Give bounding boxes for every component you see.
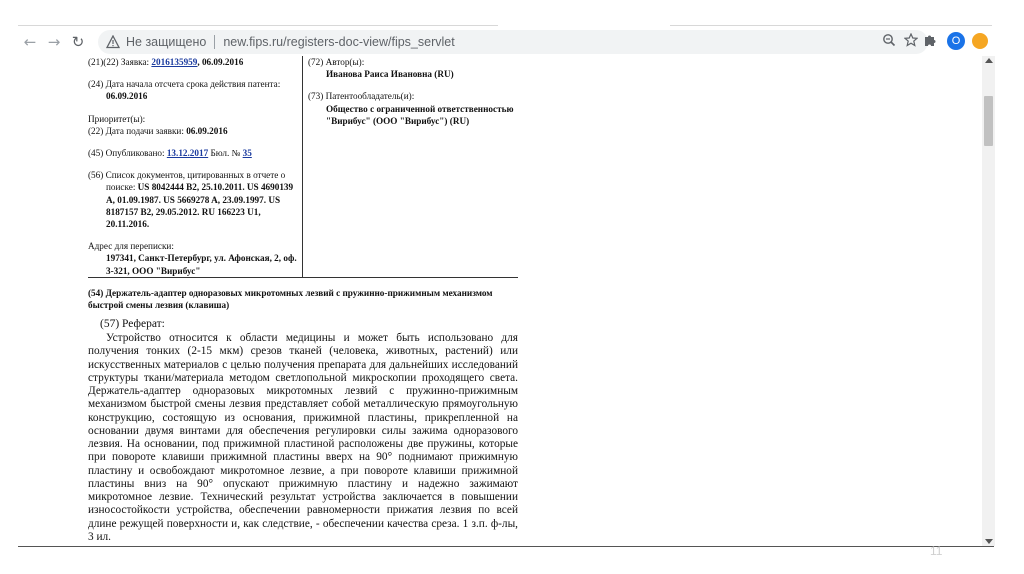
reload-icon: ↻	[71, 33, 85, 51]
scroll-up-arrow-icon[interactable]	[985, 58, 993, 63]
field-priority	[88, 113, 298, 137]
field-label: (56) Список документов, цитированных в отчете о поиске:	[88, 170, 286, 193]
application-number-link[interactable]: 2016135959	[151, 57, 198, 67]
browser-toolbar	[18, 28, 994, 56]
puzzle-icon	[923, 33, 937, 47]
field-label: (72) Автор(ы):	[308, 57, 365, 67]
zoom-icon[interactable]	[882, 33, 896, 47]
extensions-button[interactable]	[922, 30, 938, 50]
field-value: 06.09.2016	[106, 91, 148, 102]
bibliographic-right-column	[308, 56, 528, 137]
reload-button[interactable]	[66, 30, 90, 54]
url-text[interactable]: new.fips.ru/registers-doc-view/fips_servlet	[223, 35, 455, 49]
field-56	[88, 169, 298, 230]
field-value: Общество с ограниченной ответственностью "Вирибус" (ООО "Вирибус") (RU)	[326, 103, 514, 126]
omnibox-divider	[214, 35, 215, 49]
publication-date-link[interactable]: 13.12.2017	[166, 148, 209, 159]
field-72	[308, 56, 528, 80]
field-label: (45) Опубликовано:	[88, 148, 167, 159]
forward-button[interactable]	[42, 30, 66, 54]
profile-button[interactable]	[946, 30, 966, 52]
field-21-22	[88, 56, 298, 68]
back-arrow-icon: ←	[23, 33, 37, 51]
section-divider	[88, 277, 518, 278]
slide-bottom-line	[18, 546, 994, 547]
field-label: Приоритет(ы):	[88, 113, 146, 124]
slide-page-number: 11	[930, 544, 943, 558]
warning-icon	[106, 35, 120, 49]
bookmark-star-icon[interactable]	[904, 33, 918, 47]
patent-title: (54) Держатель-адаптер одноразовых микротомных лезвий с пружинно-прижимным механизмом быстрой смены лезвия (клавиша)	[88, 288, 493, 311]
column-divider	[302, 56, 303, 278]
bulletin-number-link[interactable]: 35	[242, 148, 252, 159]
back-button[interactable]	[18, 30, 42, 54]
field-value: , 06.09.2016	[197, 57, 244, 67]
extension-icon	[972, 33, 988, 49]
window-top-edge	[18, 25, 498, 26]
bibliographic-left-column	[88, 56, 298, 287]
abstract-heading: (57) Реферат:	[100, 318, 165, 330]
document-viewport	[18, 56, 981, 546]
field-value: 06.09.2016	[186, 125, 228, 136]
field-label: Адрес для переписки:	[88, 241, 174, 252]
scroll-down-arrow-icon[interactable]	[985, 539, 993, 544]
abstract-text: Устройство относится к области медицины и может быть использовано для получения тонких (2-15 мкм) срезов тканей (человека, животных, растений) или искусственных материалов с целью получения препарата для дальнейших исследований структуры ткани/материала методом светлопольной микроскопии проходящего света. Держатель-адаптер одноразовых микротомных лезвий с пружинно-прижимным механизмом быстрой смены лезвия представляет собой металлическую прямоугольную конструкцию, состоящую из основания, прижимной пластины, прикрепленной на основании двумя винтами для обеспечения регулировки силы зажима одноразового лезвия. На основании, под прижимной пластиной расположены две пружины, которые при повороте клавиши прижимной пластины вверх на 90° поднимают прижимную пластину и освобождают микротомное лезвие, а при повороте клавиши прижимной пластины вниз на 90° опускают прижимную пластину и надежно зажимают микротомное лезвие. Технический результат устройства заключается в повышении износостойкости устройства, обеспечении равномерности прижатия лезвия по всей длине режущей поверхности и, как следствие, - обеспечении качества среза. 1 з.п. ф-лы, 3 ил.	[88, 332, 518, 543]
field-value: US 8042444 B2, 25.10.2011. US 4690139 A, 01.09.1987. US 5669278 A, 23.09.1997. US 8187157 B2, 29.05.2012. RU 166223 U1, 20.11.2016.	[106, 182, 294, 230]
scrollbar-thumb[interactable]	[984, 96, 993, 146]
vertical-scrollbar[interactable]	[982, 56, 995, 546]
extension-orange-button[interactable]	[970, 30, 990, 52]
window-top-edge	[670, 25, 992, 26]
field-24	[88, 78, 298, 102]
field-label: (21)(22) Заявка:	[88, 57, 152, 67]
field-label: (22) Дата подачи заявки:	[88, 125, 187, 136]
profile-avatar: O	[947, 32, 965, 50]
field-value: 197341, Санкт-Петербург, ул. Афонская, 2, оф. 3-321, ООО "Вирибус"	[106, 253, 297, 276]
field-45	[88, 147, 298, 159]
forward-arrow-icon: →	[47, 33, 61, 51]
field-value: Иванова Раиса Ивановна (RU)	[326, 69, 454, 80]
security-status[interactable]: Не защищено	[126, 35, 207, 49]
address-bar[interactable]	[98, 30, 928, 54]
field-label: Бюл. №	[208, 148, 243, 159]
field-label: (24) Дата начала отсчета срока действия патента:	[88, 79, 281, 90]
field-address	[88, 240, 298, 277]
field-73	[308, 90, 528, 127]
field-label: (73) Патентообладатель(и):	[308, 91, 415, 102]
